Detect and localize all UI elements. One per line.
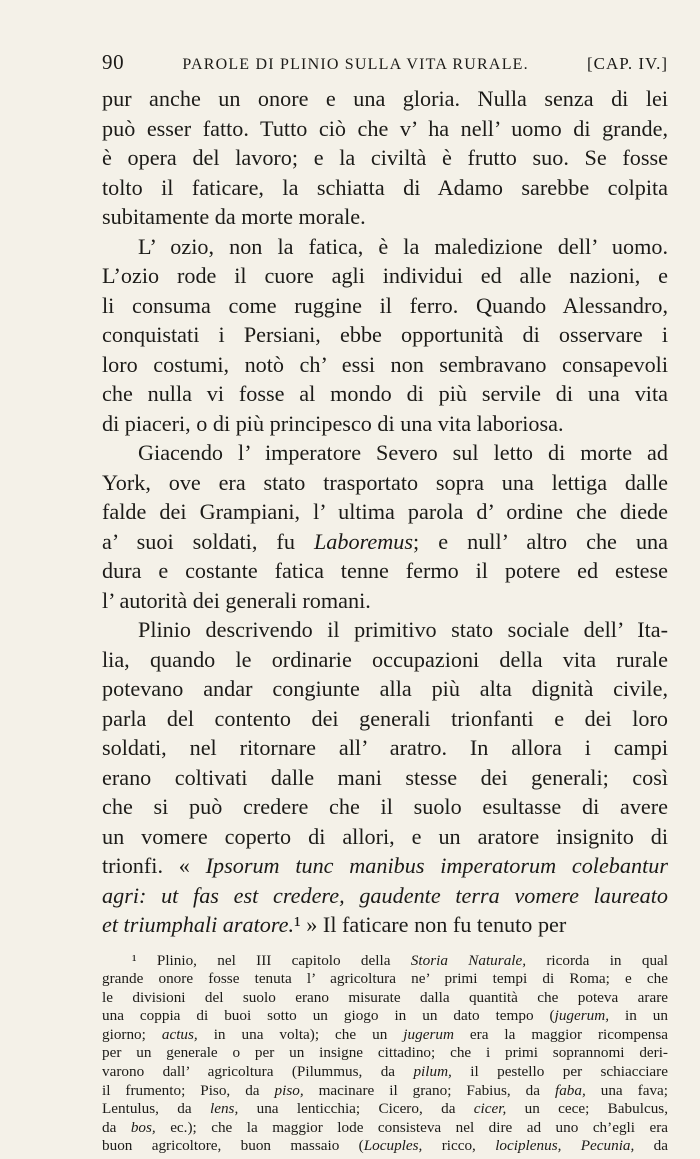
page-number: 90 [102,50,125,74]
footnote-line: per un generale o per un insigne cittadino; che i primi soprannomi deri- [102,1044,668,1062]
footnote-line: le divisioni del suolo erano misurate dalla quantità che poteva arare [102,988,668,1006]
text-line: può esser fatto. Tutto ciò che v’ ha nell’ uomo di grande, [102,115,668,141]
text-line: falde dei Grampiani, l’ ultima parola d’ ordine che diede [102,499,668,524]
footnote-line: il frumento; Piso, da piso, macinare il grano; Fabius, da faba, una fava; [102,1081,668,1099]
text-line: agri: ut fas est credere, gaudente terra vomere laureato [102,882,668,908]
footnote-line: una coppia di buoi sotto un giogo in un dato tempo (jugerum, in un [102,1007,668,1025]
text-line: Giacendo l’ imperatore Severo sul letto di morte ad [138,440,668,465]
text-line: subitamente da morte morale. [102,204,366,229]
paragraph [102,232,668,439]
running-title: PAROLE DI PLINIO SULLA VITA RURALE. [182,56,529,73]
footnote-line: varono dall’ agricoltura (Pilummus, da pilum, il pestello per schiacciare [102,1063,668,1081]
footnote-line: buon agricoltore, buon massaio (Locuples, ricco, lociplenus, Pecunia, da [102,1137,669,1155]
text-line: che si può credere che il suolo esultasse di avere [102,794,668,819]
text-line: erano coltivati dalle mani stesse dei generali; così [102,764,668,790]
text-line: che nulla vi fosse al mondo di più servile di una vita [102,381,668,406]
text-line: tolto il faticare, la schiatta di Adamo sarebbe colpita [102,174,668,200]
text-line: conquistati i Persiani, ebbe opportunità di osservare i [102,322,668,347]
text-line: L’ ozio, non la fatica, è la maledizione dell’ uomo. [138,233,668,259]
text-line: un vomere coperto di allori, e un aratore insignito di [102,823,668,849]
footnote-line: giorno; actus, in una volta); che un jugerum era la maggior ricompensa [102,1025,668,1043]
paragraph [102,615,668,940]
chapter-label: [CAP. IV.] [586,54,668,73]
footnote-line: grande onore fosse tenuta l’ agricoltura ne’ primi tempi di Roma; e che [102,970,668,988]
text-line: dura e costante fatica tenne fermo il potere ed estese [102,558,668,583]
text-line: L’ozio rode il cuore agli individui ed alle nazioni, e [102,263,668,288]
text-line: pur anche un onore e una gloria. Nulla senza di lei [102,86,668,111]
text-line: trionfi. « Ipsorum tunc manibus imperatorum colebantur [102,853,668,878]
main-text [102,84,668,940]
footnote-line: da bos, ec.); che la maggior lode consisteva nel dire ad uno ch’egli era [102,1118,668,1136]
footnote [102,952,668,1157]
paragraph [102,438,668,615]
text-line: potevano andar congiunte alla più alta dignità civile, [102,676,668,701]
text-line: lia, quando le ordinarie occupazioni della vita rurale [102,646,668,672]
text-line: li consuma come ruggine il ferro. Quando Alessandro, [102,292,668,318]
text-line: di piaceri, o di più principesco di una vita laboriosa. [102,410,564,436]
text-line: loro costumi, notò ch’ essi non sembravano consapevoli [102,351,668,377]
text-line: parla del contento dei generali trionfanti e dei loro [102,705,668,731]
text-line: Plinio descrivendo il primitivo stato sociale dell’ Ita- [138,617,668,642]
text-line: è opera del lavoro; e la civiltà è frutto suo. Se fosse [102,145,668,170]
paragraph [102,84,668,232]
text-line: l’ autorità dei generali romani. [102,587,371,613]
text-line: soldati, nel ritornare all’ aratro. In allora i campi [102,735,668,760]
text-line: York, ove era stato trasportato sopra una lettiga dalle [102,469,668,495]
text-line: a’ suoi soldati, fu Laboremus; e null’ altro che una [102,528,668,554]
text-line: et triumphali aratore.¹ » Il faticare non fu tenuto per [102,912,567,937]
footnote-line: Lentulus, da lens, una lenticchia; Cicero, da cicer, un cece; Babulcus, [102,1100,669,1118]
running-head [102,50,668,84]
book-page [102,50,668,1156]
footnote-line: ¹ Plinio, nel III capitolo della Storia Naturale, ricorda in qual [132,951,668,969]
